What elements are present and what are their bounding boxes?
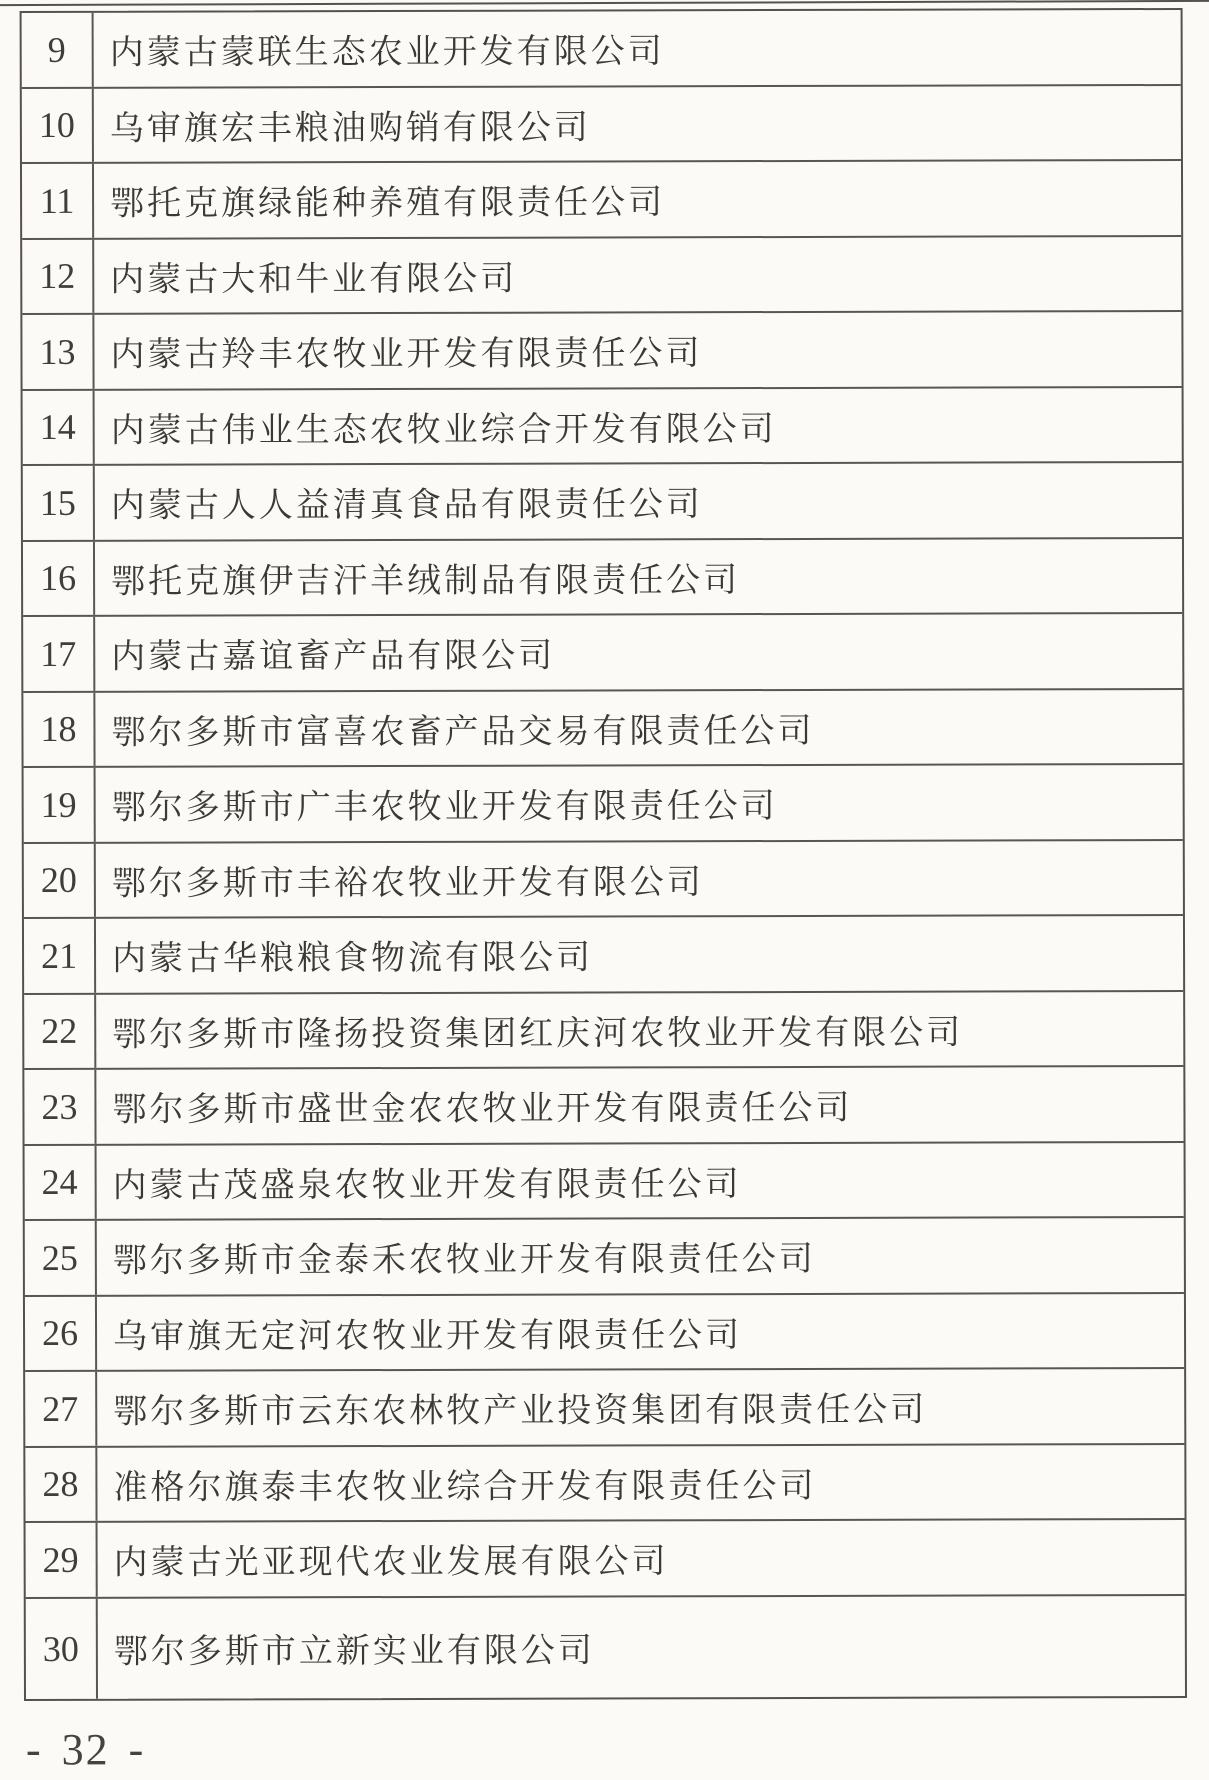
company-name-cell: 鄂尔多斯市丰裕农牧业开发有限公司 <box>111 863 704 903</box>
cropped-row-border-line <box>0 0 1209 6</box>
company-name-cell: 鄂尔多斯市隆扬投资集团红庆河农牧业开发有限公司 <box>112 1014 964 1054</box>
row-number-cell: 10 <box>22 88 94 162</box>
row-number-cell: 20 <box>24 843 96 917</box>
page-number: - 32 - <box>26 1725 146 1774</box>
row-number-cell: 14 <box>23 390 95 464</box>
table-row <box>22 312 1181 391</box>
company-name-cell: 准格尔旗泰丰农牧业综合开发有限责任公司 <box>113 1467 817 1507</box>
row-number-cell: 12 <box>22 239 94 313</box>
table-row <box>24 840 1183 919</box>
row-number-cell: 26 <box>25 1296 97 1370</box>
table-row <box>22 85 1181 164</box>
row-number-cell: 11 <box>22 164 94 238</box>
row-number-cell: 18 <box>23 692 95 766</box>
table-row <box>24 991 1183 1070</box>
company-list-table <box>20 8 1187 1701</box>
company-name-cell: 内蒙古嘉谊畜产品有限公司 <box>111 637 556 677</box>
table-row <box>23 463 1182 542</box>
company-name-cell: 鄂尔多斯市金泰禾农牧业开发有限责任公司 <box>112 1241 816 1281</box>
table-row <box>26 1520 1185 1599</box>
row-number-cell: 19 <box>24 768 96 842</box>
company-name-cell: 内蒙古大和牛业有限公司 <box>110 260 518 299</box>
table-row <box>24 1067 1183 1146</box>
row-number-cell: 25 <box>25 1221 97 1295</box>
row-number-cell: 16 <box>23 541 95 615</box>
row-number-cell: 23 <box>24 1070 96 1144</box>
row-number-cell: 17 <box>23 617 95 691</box>
company-name-cell: 鄂托克旗绿能种养殖有限责任公司 <box>110 184 666 224</box>
company-name-cell: 鄂尔多斯市立新实业有限公司 <box>113 1632 595 1671</box>
company-name-cell: 鄂尔多斯市富喜农畜产品交易有限责任公司 <box>111 712 815 752</box>
table-row <box>22 161 1181 240</box>
row-number-cell: 9 <box>22 13 94 87</box>
company-name-cell: 鄂尔多斯市云东农林牧产业投资集团有限责任公司 <box>113 1391 928 1432</box>
row-number-cell: 24 <box>25 1145 97 1219</box>
table-row <box>23 538 1182 617</box>
table-row <box>23 614 1182 693</box>
company-name-cell: 乌审旗无定河农牧业开发有限责任公司 <box>113 1316 743 1356</box>
company-name-cell: 鄂尔多斯市盛世金农农牧业开发有限责任公司 <box>112 1090 853 1130</box>
company-name-cell: 鄂尔多斯市广丰农牧业开发有限责任公司 <box>111 788 778 828</box>
row-number-cell: 22 <box>24 994 96 1068</box>
table-row <box>26 1595 1185 1698</box>
table-row <box>24 916 1183 995</box>
company-name-cell: 内蒙古人人益清真食品有限责任公司 <box>110 486 703 526</box>
row-number-cell: 21 <box>24 919 96 993</box>
table-row <box>24 765 1183 844</box>
table-row <box>25 1142 1184 1221</box>
row-number-cell: 27 <box>25 1372 97 1446</box>
company-name-cell: 内蒙古伟业生态农牧业综合开发有限公司 <box>110 410 777 450</box>
company-name-cell: 内蒙古茂盛泉农牧业开发有限责任公司 <box>112 1165 742 1205</box>
row-number-cell: 28 <box>25 1447 97 1521</box>
table-row <box>25 1293 1184 1372</box>
company-name-cell: 内蒙古光亚现代农业发展有限公司 <box>113 1543 669 1583</box>
table-row <box>25 1369 1184 1448</box>
row-number-cell: 13 <box>22 315 94 389</box>
company-name-cell: 内蒙古华粮粮食物流有限公司 <box>112 939 594 979</box>
table-row <box>25 1444 1184 1523</box>
company-name-cell: 内蒙古羚丰农牧业开发有限责任公司 <box>110 335 703 375</box>
table-row <box>23 387 1182 466</box>
table-row <box>22 10 1181 89</box>
company-name-cell: 乌审旗宏丰粮油购销有限公司 <box>109 109 591 148</box>
company-name-cell: 鄂托克旗伊吉汗羊绒制品有限责任公司 <box>111 561 741 601</box>
table-row <box>25 1218 1184 1297</box>
table-row <box>22 236 1181 315</box>
row-number-cell: 30 <box>26 1598 98 1698</box>
company-name-cell: 内蒙古蒙联生态农业开发有限公司 <box>109 33 665 73</box>
row-number-cell: 15 <box>23 466 95 540</box>
row-number-cell: 29 <box>26 1523 98 1597</box>
table-row <box>23 689 1182 768</box>
